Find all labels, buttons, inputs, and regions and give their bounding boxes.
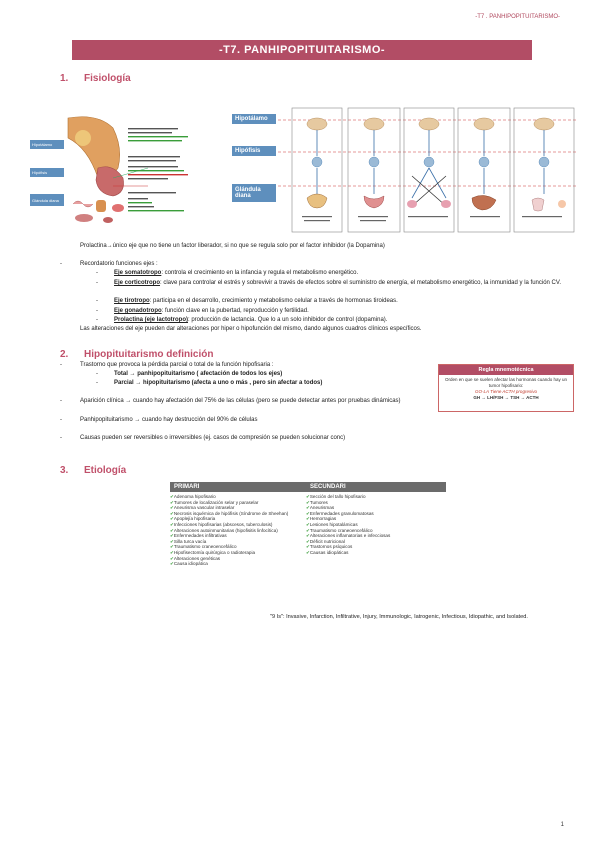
axis-desc: : función clave en la pubertad, reproducción y fertilidad. [161,308,309,314]
etiology-item: ✔ Tumores [306,500,446,506]
etiology-item: ✔ Déficit nutricional [306,539,446,545]
etiology-item: ✔ Traumatismo craneoencefálico [306,528,446,534]
etiology-item: ✔ Causas idiopáticas [306,550,446,556]
axis-item [114,269,574,277]
mnemonic-box [438,364,574,412]
section-label: Hipopituitarismo definición [84,349,214,360]
row-label-glandula-diana: Glándula diana [232,184,276,202]
etiology-item: ✔ Necrosis isquémica de hipófisis (Síndrome de Sheehan) [170,511,310,517]
definition-paragraph: Panhipopituitarismo → cuando hay destrucción del 90% de células [80,417,258,423]
axis-term: Prolactina (eje lactotropo) [114,317,189,323]
etiology-item: ✔ Traumatismo craneoencefálico [170,544,310,550]
axis-item [114,279,574,287]
bullet-dot: - [60,417,62,423]
label-hipofisis: Hipófisis [30,168,64,177]
primari-heading: PRIMARI [170,482,310,492]
axis-item [114,297,574,305]
etiology-item: ✔ Adenoma hipofisario [170,494,310,500]
etiologia-secundari-column [306,482,446,556]
etiology-item: ✔ Apoplejía hipofisaria [170,516,310,522]
mnemonic-sequence: GH → LH/FSH → TSH → ACTH [473,395,539,400]
closing-paragraph: Las alteraciones del eje pueden dar alteraciones por hiper o hipofunción del mismo, dando algunos cuadros clínicos específicos. [80,326,422,332]
axis-term: Eje tirotropo [114,298,150,304]
nine-is-note: "9 Is": Invasive, Infarction, Infiltrative, Injury, Immunologic, Iatrogenic, Infectious, Idiopathic, and Isolated. [270,614,528,620]
etiology-item: ✔ Enfermedades infiltrativas [170,533,310,539]
section-label: Etiología [84,465,127,476]
definition-item: Total → panhipopituitarismo ( afectación de todos los ejes) [114,371,283,377]
primari-list [170,492,310,567]
definition-item: Parcial → hipopituitarismo (afecta a uno o más , pero sin afectar a todos) [114,380,323,386]
etiologia-primari-column [170,482,310,567]
axis-desc: : producción de lactancia. Que lo a un solo inhibidor de control (dopamina). [188,317,388,323]
prolactina-note: Prolactina→único eje que no tiene un factor liberador, si no que se regula solo por el factor inhibidor (la Dopamina) [80,243,385,249]
row-label-hipofisis: Hipófisis [232,146,276,156]
row-label-hipotalamo: Hipotálamo [232,114,276,124]
etiology-item: ✔ Causa idiopática [170,561,310,567]
mnemonic-phrase: GO-LA Tiene ACTH progresivo [475,389,537,394]
mnemonic-title: Regla mnemotécnica [439,365,573,375]
label-glandula-diana: Glándula diana [30,194,64,206]
bullet-dash: - [96,317,98,323]
etiology-item: ✔ Sección del tallo hipofisario [306,494,446,500]
axes-illustration [232,106,577,234]
definition-paragraph: Aparición clínica → cuando hay afectación del 75% de las células (pero se puede detectar antes por pruebas dinámicas) [80,398,401,404]
bullet-dot: - [60,398,62,404]
section-number: 3. [60,465,69,476]
section-number: 2. [60,349,69,360]
etiology-item: ✔ Hemorragias [306,516,446,522]
etiology-item: ✔ Aneurismas [306,505,446,511]
bullet-dot: - [60,261,62,267]
axis-term: Eje corticotropo [114,280,161,286]
section-label: Fisiología [84,73,131,84]
secundari-list [306,492,446,556]
section-title-definicion [60,349,213,360]
section-title-fisiologia [60,73,131,84]
etiology-item: ✔ Hipofisectomía quirúrgica o radioterapia [170,550,310,556]
axis-desc: : participa en el desarrollo, crecimiento y metabolismo celular a través de hormonas tiroideas. [149,298,398,304]
etiology-item: ✔ Enfermedades granulomatosas [306,511,446,517]
etiology-item: ✔ Infecciones hipofisarias (abscesos, tuberculosis) [170,522,310,528]
section-number: 1. [60,73,69,84]
bullet-dot: - [60,362,62,368]
axis-term: Eje gonadotropo [114,308,162,314]
hypothalamic-pituitary-figure [28,108,228,228]
label-hipotalamo: Hipotálamo [30,140,64,149]
running-header: -T7 . PANHIPOPITUITARISMO- [475,14,560,20]
bullet-dot: - [60,435,62,441]
page-number: 1 [560,822,564,828]
etiology-item: ✔ Alteraciones autoinmunitarias (hipofisitis linfocítica) [170,528,310,534]
axis-desc: : controla el crecimiento en la infancia y regula el metabolismo energético. [161,270,359,276]
definition-paragraph: Causas pueden ser reversibles o irreversibles (ej. casos de compresión se pueden solucionar conc) [80,435,346,441]
hormonal-axes-figure [232,106,577,234]
bullet-dash: - [96,280,98,286]
bullet-dash: - [96,270,98,276]
etiology-item: ✔ Lesiones hipotalámicas [306,522,446,528]
etiology-item: ✔ Aneurisma vascular intraselar [170,505,310,511]
etiology-item: ✔ Silla turca vacía [170,539,310,545]
axis-term: Eje somatotropo [114,270,162,276]
recordatorio-heading: Recordatorio funciones ejes : [80,261,158,267]
axis-desc: : clave para controlar el estrés y sobrevivir a través de efectos sobre el suministro de energía, el metabolismo energético, la inmunidad y la función CV. [160,280,561,286]
mnemonic-body [439,375,573,403]
axis-item [114,316,574,324]
bullet-dash: - [96,298,98,304]
secundari-heading: SECUNDARI [306,482,446,492]
bullet-dash: - [96,371,98,377]
mnemonic-line: Orden en que se suelen afectar las hormonas cuando hay un tumor hipofisario: [444,377,568,388]
axis-item [114,307,574,315]
section-title-etiologia [60,465,126,476]
bullet-dash: - [96,380,98,386]
bullet-dash: - [96,308,98,314]
etiology-item: ✔ Alteraciones inflamatorias e infecciosas [306,533,446,539]
page-title: -T7. PANHIPOPITUITARISMO- [72,40,532,60]
etiology-item: ✔ Alteraciones genéticas [170,556,310,562]
definition-intro: Trastorno que provoca la pérdida parcial o total de la función hipofisaria : [80,362,274,368]
etiology-item: ✔ Trastornos psíquicos [306,544,446,550]
etiology-item: ✔ Tumores de localización selar y paraselar [170,500,310,506]
